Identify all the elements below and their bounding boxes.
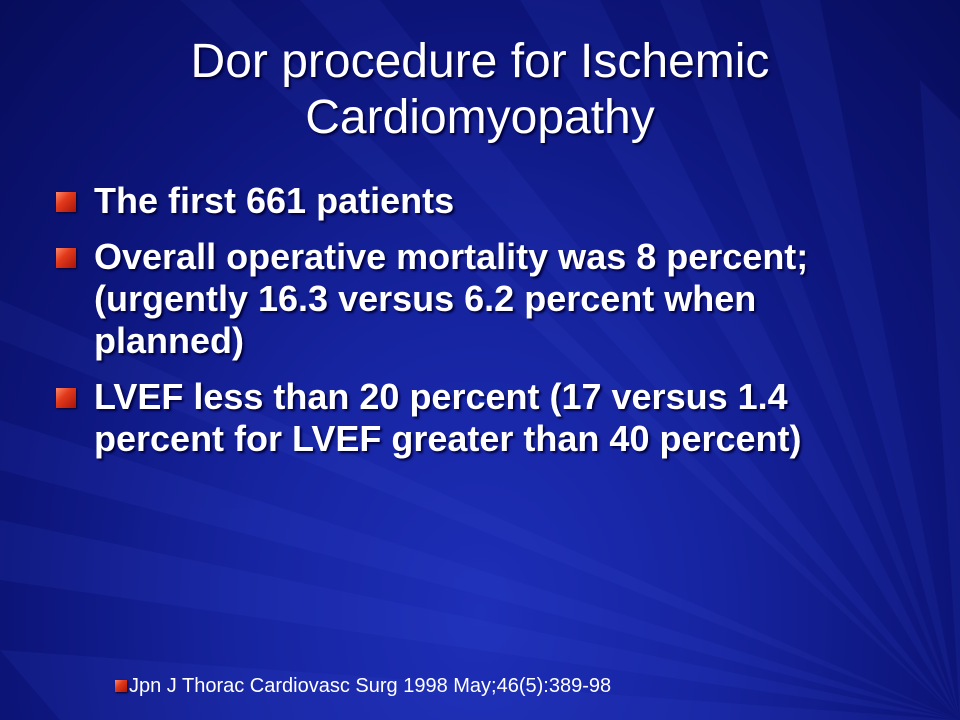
bullet-list xyxy=(56,180,916,474)
bullet-marker-icon xyxy=(56,248,76,268)
slide-title xyxy=(60,34,900,146)
bullet-item xyxy=(56,376,916,460)
bullet-marker-icon xyxy=(115,680,127,692)
bullet-item xyxy=(56,236,916,362)
bullet-marker-icon xyxy=(56,192,76,212)
citation xyxy=(115,674,611,698)
bullet-marker-icon xyxy=(56,388,76,408)
bullet-text: The first 661 patients xyxy=(94,180,455,221)
bullet-text: Overall operative mortality was 8 percent; (urgently 16.3 versus 6.2 percent when planned) xyxy=(94,236,809,361)
title-line-2: Cardiomyopathy xyxy=(305,91,655,144)
bullet-text: LVEF less than 20 percent (17 versus 1.4 percent for LVEF greater than 40 percent) xyxy=(94,376,802,459)
citation-text: Jpn J Thorac Cardiovasc Surg 1998 May;46(5):389-98 xyxy=(129,675,612,697)
title-line-1: Dor procedure for Ischemic xyxy=(190,35,770,88)
bullet-item xyxy=(56,180,916,222)
